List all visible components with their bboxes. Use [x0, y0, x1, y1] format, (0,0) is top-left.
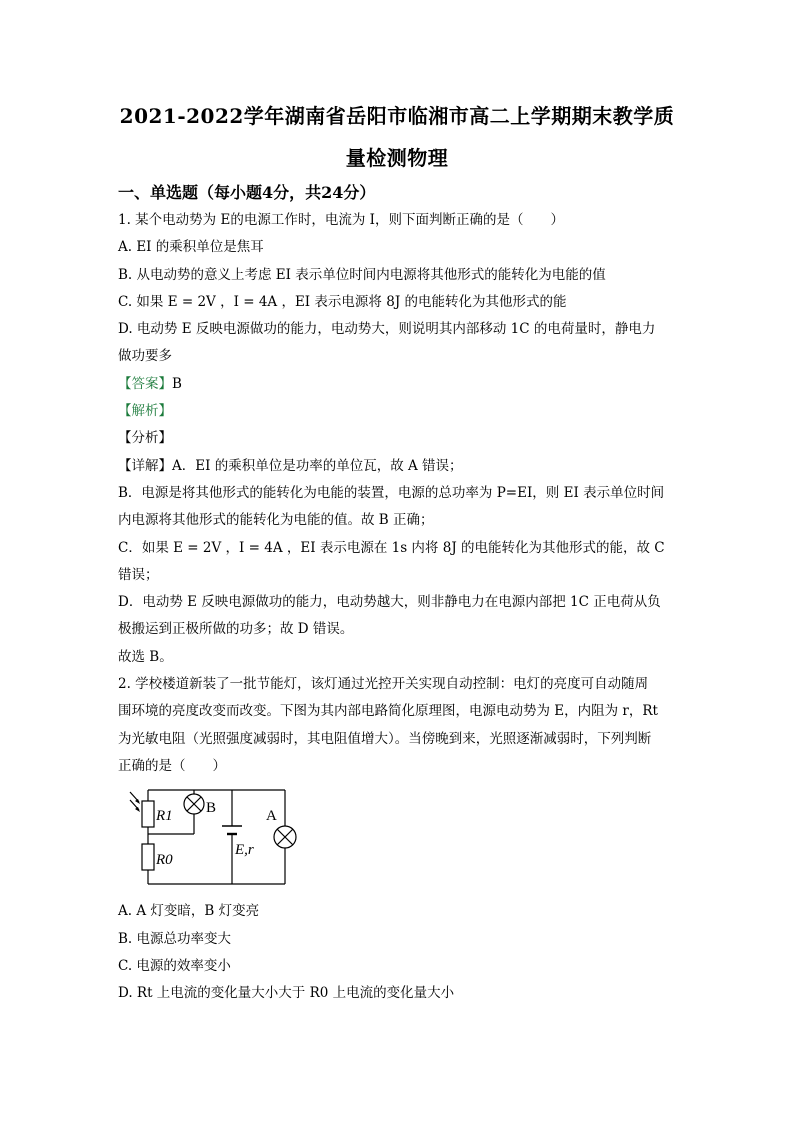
q2-stem-4: 正确的是（ ） [118, 757, 226, 774]
resistor-r0 [142, 844, 154, 870]
label-source: E,r [235, 842, 254, 859]
q1-option-c: C. 如果 E = 2V ，I = 4A ，EI 表示电源将 8J 的电能转化为其他形式的能 [118, 293, 567, 310]
answer-tag: 【答案】 [118, 375, 172, 392]
document-title-line-2: 量检测物理 [345, 146, 449, 170]
q1-stem: 1. 某个电动势为 E的电源工作时，电流为 I，则下面判断正确的是（ ） [118, 212, 564, 228]
q1-analysis-tag: 【解析】 [118, 403, 172, 420]
label-lamp-a: A [266, 808, 277, 825]
q2-stem-3: 为光敏电阻（光照强度减弱时，其电阻值增大）。当傍晚到来，光照逐渐减弱时，下列判断 [118, 730, 652, 747]
question-content [118, 207, 678, 1007]
q2-stem-1: 2. 学校楼道新装了一批节能灯，该灯通过光控开关实现自动控制：电灯的亮度可自动随周 [118, 676, 649, 693]
detail-text: A．EI 的乘积单位是功率的单位瓦，故 A 错误； [172, 457, 463, 474]
q1-option-a: A. EI 的乘积单位是焦耳 [118, 239, 264, 256]
q1-option-b: B. 从电动势的意义上考虑 EI 表示单位时间内电源将其他形式的能转化为电能的值 [118, 266, 606, 283]
q1-option-d: D. 电动势 E 反映电源做功的能力，电动势大，则说明其内部移动 1C 的电荷量时，静电力 [118, 321, 656, 338]
q2-option-b: B. 电源总功率变大 [118, 930, 232, 947]
q1-detail-5: 错误； [118, 566, 159, 583]
label-r1: R1 [156, 808, 173, 825]
q1-detail-7: 极搬运到正极所做的功多；故 D 错误。 [118, 621, 354, 638]
q1-detail-1 [118, 453, 678, 480]
q1-option-d-cont: 做功要多 [118, 348, 172, 365]
circuit-diagram-wrap [118, 782, 678, 898]
q1-detail-2: B．电源是将其他形式的能转化为电能的装置，电源的总功率为 P=EI，则 EI 表示单位时间 [118, 484, 665, 501]
q1-detail-4: C．如果 E = 2V ，I = 4A ，EI 表示电源在 1s 内将 8J 的电能转化为其他形式的能，故 C [118, 539, 665, 556]
document-title-line-1: 2021-2022学年湖南省岳阳市临湘市高二上学期期末教学质 [119, 104, 675, 128]
answer-value: B [172, 375, 182, 392]
q2-stem-2: 围环境的亮度改变而改变。下图为其内部电路简化原理图，电源电动势为 E，内阻为 r，Rt [118, 703, 658, 720]
q2-option-a: A. A 灯变暗，B 灯变亮 [118, 903, 260, 920]
q1-fenxi-tag: 【分析】 [118, 430, 172, 447]
section-heading: 一、单选题（每小题4分，共24分） [118, 183, 376, 202]
label-r0: R0 [156, 852, 173, 869]
q1-answer [118, 371, 678, 398]
label-lamp-b: B [206, 800, 217, 817]
resistor-r1 [142, 801, 154, 827]
q1-detail-3: 内电源将其他形式的能转化为电能的值。故 B 正确； [118, 512, 434, 529]
circuit-diagram [128, 782, 308, 892]
detail-tag: 【详解】 [118, 457, 172, 474]
q1-detail-6: D．电动势 E 反映电源做功的能力，电动势越大，则非静电力在电源内部把 1C 正电荷从负 [118, 594, 661, 611]
q2-option-d: D. Rt 上电流的变化量大小大于 R0 上电流的变化量大小 [118, 985, 455, 1002]
q1-conclusion: 故选 B。 [118, 648, 173, 665]
q2-option-c: C. 电源的效率变小 [118, 957, 231, 974]
